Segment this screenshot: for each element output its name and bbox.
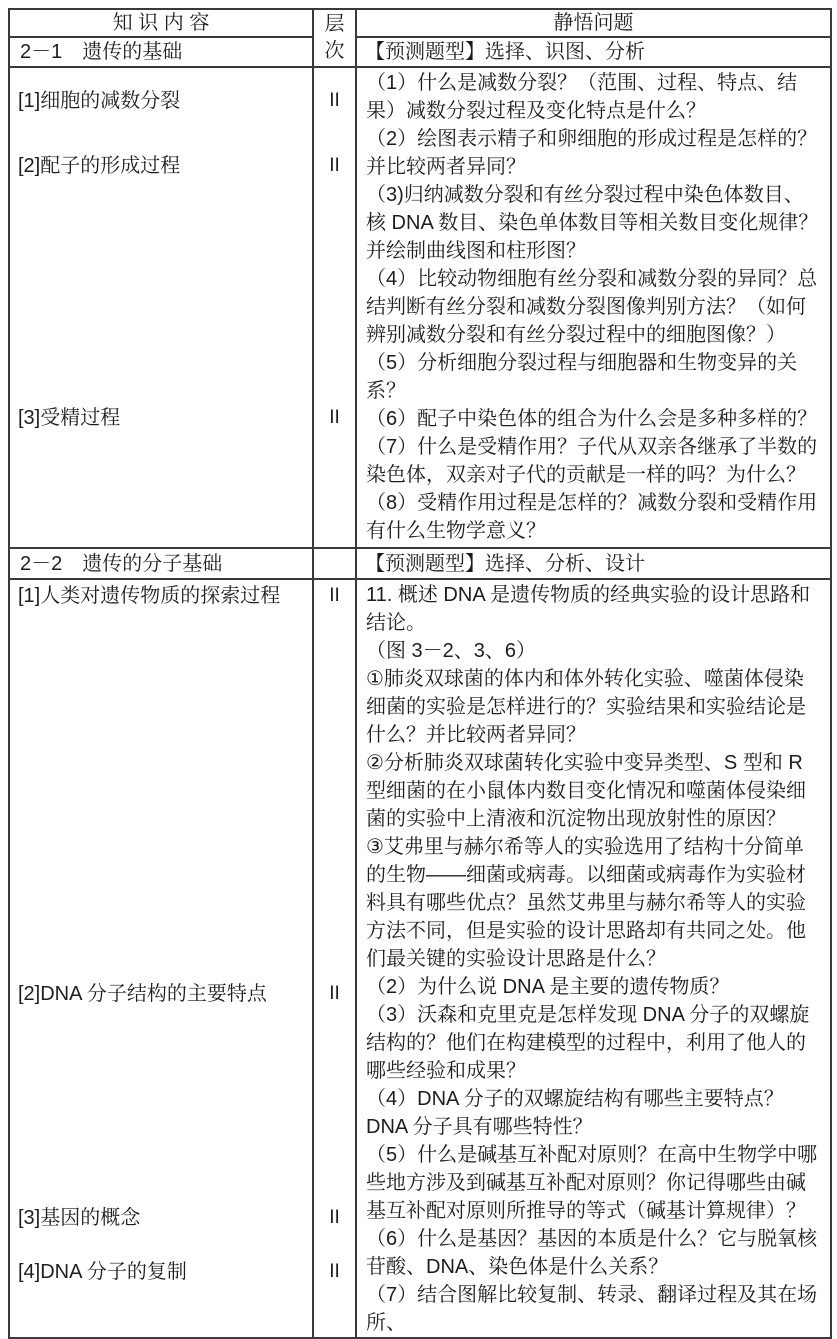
knowledge-item: [3]基因的概念	[18, 1207, 141, 1229]
question-text: ①肺炎双球菌的体内和体外转化实验、噬菌体侵染细菌的实验是怎样进行的？实验结果和实验结论是什么？并比较两者异同？	[366, 668, 806, 746]
question-text: （图 3－2、3、6）	[366, 640, 537, 662]
section-2-1-header-row	[9, 37, 831, 67]
question-text: （6）配子中染色体的组合为什么会是多种多样的？	[366, 408, 818, 430]
question-text: （1）什么是减数分裂？（范围、过程、特点、结果）减数分裂过程及变化特点是什么？	[366, 72, 798, 122]
section-2-2-questions-cell	[356, 579, 831, 1338]
knowledge-item: [2]DNA 分子结构的主要特点	[18, 983, 267, 1005]
col-header-questions: 静悟问题	[356, 9, 831, 37]
table-header-row	[9, 9, 831, 37]
level-badge: II	[329, 1261, 340, 1282]
col-header-level: 层次	[313, 9, 356, 67]
knowledge-item: [4]DNA 分子的复制	[18, 1261, 187, 1283]
level-badge: II	[329, 407, 340, 428]
question-text: （8）受精作用过程是怎样的？减数分裂和受精作用有什么生物学意义？	[366, 492, 818, 542]
section-2-1-body-row	[9, 67, 831, 548]
section-2-2-header-row	[9, 548, 831, 579]
question-text: （7）什么是受精作用？子代从双亲各继承了半数的染色体，双亲对子代的贡献是一样的吗？为什么？	[366, 436, 818, 486]
knowledge-item: [2]配子的形成过程	[18, 155, 181, 177]
question-text: ②分析肺炎双球菌转化实验中变异类型、S 型和 R 型细菌的在小鼠体内数目变化情况和噬菌体侵染细菌的实验中上清液和沉淀物出现放射性的原因？	[366, 752, 806, 830]
question-text: （7）结合图解比较复制、转录、翻译过程及其在场所、	[366, 1284, 818, 1334]
section-2-1-knowledge-cell	[9, 67, 313, 548]
section-2-2-question-types: 【预测题型】选择、分析、设计	[356, 548, 831, 579]
level-badge: II	[329, 1207, 340, 1228]
level-badge: II	[329, 983, 340, 1004]
section-2-1-title: 2－1 遗传的基础	[9, 37, 313, 67]
knowledge-item: [3]受精过程	[18, 407, 121, 429]
section-2-2-title: 2－2 遗传的分子基础	[9, 548, 313, 579]
question-text: （4）DNA 分子的双螺旋结构有哪些主要特点？DNA 分子具有哪些特性？	[366, 1088, 784, 1138]
question-text: 11. 概述 DNA 是遗传物质的经典实验的设计思路和结论。	[366, 584, 811, 634]
col-header-knowledge: 知 识 内 容	[9, 9, 313, 37]
question-text: （5）分析细胞分裂过程与细胞器和生物变异的关系？	[366, 352, 798, 402]
study-plan-table	[8, 8, 832, 1339]
section-2-2-knowledge-cell	[9, 579, 313, 1338]
question-text: （2）绘图表示精子和卵细胞的形成过程是怎样的？并比较两者异同？	[366, 128, 818, 178]
level-badge: II	[329, 90, 340, 111]
question-text: （6）什么是基因？基因的本质是什么？它与脱氧核苷酸、DNA、染色体是什么关系？	[366, 1228, 818, 1278]
level-badge: II	[329, 155, 340, 176]
question-text: （5）什么是碱基互补配对原则？在高中生物学中哪些地方涉及到碱基互补配对原则？你记得哪些由碱基互补配对原则所推导的等式（碱基计算规律）？	[366, 1144, 818, 1222]
level-badge: II	[329, 585, 340, 606]
question-text: （3）沃森和克里克是怎样发现 DNA 分子的双螺旋结构的？他们在构建模型的过程中，利用了他人的哪些经验和成果？	[366, 1004, 810, 1082]
question-text: （3)归纳减数分裂和有丝分裂过程中染色体数目、核 DNA 数目、染色单体数目等相关数目变化规律？并绘制曲线图和柱形图？	[366, 184, 819, 262]
section-2-2-level-header-cell	[313, 548, 356, 579]
section-2-2-level-cell	[313, 579, 356, 1338]
section-2-1-questions-cell	[356, 67, 831, 548]
question-text: （2）为什么说 DNA 是主要的遗传物质？	[366, 976, 730, 998]
section-2-1-question-types: 【预测题型】选择、识图、分析	[356, 37, 831, 67]
question-text: （4）比较动物细胞有丝分裂和减数分裂的异同？总结判断有丝分裂和减数分裂图像判别方法？（如何辨别减数分裂和有丝分裂过程中的细胞图像？）	[366, 268, 818, 346]
knowledge-item: [1]细胞的减数分裂	[18, 90, 181, 112]
knowledge-item: [1]人类对遗传物质的探索过程	[18, 585, 281, 607]
section-2-1-level-cell	[313, 67, 356, 548]
section-2-2-body-row	[9, 579, 831, 1338]
question-text: ③艾弗里与赫尔希等人的实验选用了结构十分简单的生物——细菌或病毒。以细菌或病毒作为实验材料具有哪些优点？虽然艾弗里与赫尔希等人的实验方法不同，但是实验的设计思路却有共同之处。他们最关键的实验设计思路是什么？	[366, 836, 806, 970]
